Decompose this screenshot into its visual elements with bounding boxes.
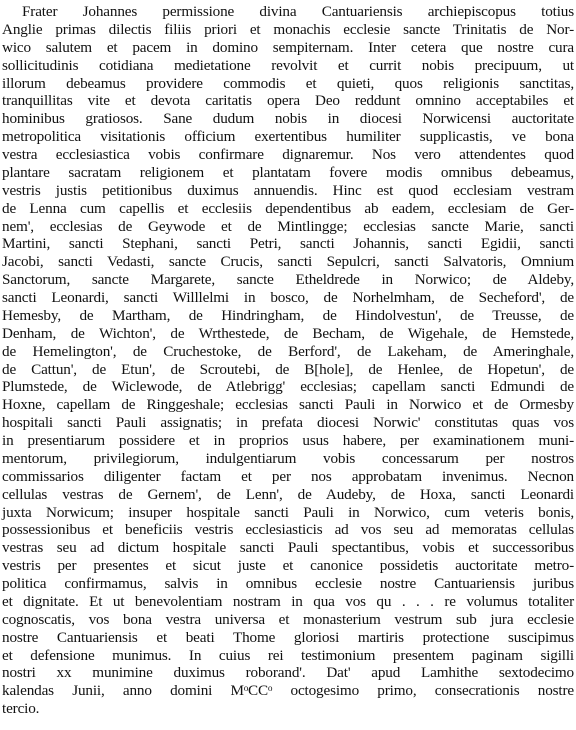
text-line: Sanctorum, sancte Margarete, sancte Etheldrede in Norwico; de Aldeby, xyxy=(2,271,574,289)
text-line: cellulas vestras de Gernem', de Lenn', de Audeby, de Hoxa, sancti Leonardi xyxy=(2,485,574,503)
text-line: in presentiarum possidere et in proprios usus habere, per examinationem muni- xyxy=(2,432,574,449)
text-line: kalendas Junii, anno domini MᵒCCᵒ octogesimo primo, consecrationis nostre xyxy=(2,682,574,700)
text-line: Denham, de Wichton', de Wrthestede, de Becham, de Wigehale, de Hemstede, xyxy=(2,324,574,342)
text-line: vestra ecclesiastica vobis confirmare dignaremur. Nos vero attendentes quod xyxy=(2,146,574,163)
text-line: hospitali sancti Pauli assignatis; in prefata diocesi Norwic' constitutas quas vos xyxy=(2,414,574,432)
text-line: et defensione munimus. In cuius rei testimonium presentem paginam sigilli xyxy=(2,646,574,664)
text-line: de Lenna cum capellis et ecclesiis dependentibus ab eadem, ecclesiam de Ger- xyxy=(2,199,574,217)
text-line: vestris per presentes et sicut juste et canonice possidetis auctoritate metro- xyxy=(2,557,574,575)
text-line: nostri xx munimine duximus roborand'. Dat' apud Lamhithe sextodecimo xyxy=(2,664,574,682)
text-line: Frater Johannes permissione divina Cantuariensis archiepiscopus totius xyxy=(22,3,574,20)
text-line: Martini, sancti Stephani, sancti Petri, sancti Johannis, sancti Egidii, sancti xyxy=(2,235,574,253)
text-line: Jacobi, sancti Vedasti, sancte Crucis, sancti Sepulcri, sancti Salvatoris, Omnium xyxy=(2,253,574,271)
text-line-final: tercio. xyxy=(2,700,40,718)
text-line: de Cattun', de Etun', de Scroutebi, de B[hole], de Henlee, de Hopetun', de xyxy=(2,360,574,378)
text-line: vestras seu ad dictum hospitale sancti Pauli spectantibus, vobis et successoribus xyxy=(2,539,574,557)
text-line: wico salutem et pacem in domino sempiternam. Inter cetera que nostre cura xyxy=(2,38,574,56)
text-line: hominibus gratiosos. Sane dudum nobis in diocesi Norwicensi auctoritate xyxy=(2,110,574,128)
text-line: et dignitate. Et ut benevolentiam nostram in qua vos qu . . . re volumus totaliter xyxy=(2,592,574,610)
text-line: commissarios diligenter factam et per nos approbatam invenimus. Necnon xyxy=(2,467,574,485)
text-line: cognoscatis, vos bona vestra universa et monasterium vestrum sub jura ecclesie xyxy=(2,610,574,628)
text-line: tranquillitas vite et devota caritatis opera Deo reddunt omnino acceptabiles et xyxy=(2,92,574,110)
text-line: Plumstede, de Wiclewode, de Atlebrigg' ecclesias; capellam sancti Edmundi de xyxy=(2,378,574,396)
text-line: illorum debeamus providere commodis et quieti, quos religionis sanctitas, xyxy=(2,74,574,92)
text-line: plantare sacratam religionem et plantatam fovere modis omnibus debeamus, xyxy=(2,163,574,181)
text-line: Hoxne, capellam de Ringgeshale; ecclesias sancti Pauli in Norwico et de Ormesby xyxy=(2,396,574,414)
text-line: vestris justis petitionibus duximus annuendis. Hinc est quod ecclesiam vestram xyxy=(2,181,574,199)
text-line: possessionibus et beneficiis vestris ecclesiasticis ad vos seu ad memoratas cellulas xyxy=(2,521,574,539)
text-line: politica confirmamus, salvis in omnibus ecclesie nostre Cantuariensis juribus xyxy=(2,575,574,592)
text-line: sollicitudinis cotidiana medietatione revolvit et currit nobis precipuum, ut xyxy=(2,56,574,74)
text-line: mentorum, privilegiorum, indulgentiarum vobis concessarum per nostros xyxy=(2,449,574,467)
text-line: de Hemelington', de Cruchestoke, de Berford', de Lakeham, de Ameringhale, xyxy=(2,342,574,360)
text-line: nem', ecclesias de Geywode et de Mintlingge; ecclesias sancte Marie, sancti xyxy=(2,217,574,235)
text-line: juxta Norwicum; insuper hospitale sancti Pauli in Norwico, cum veteris bonis, xyxy=(2,503,574,521)
text-line: nostre Cantuariensis et beati Thome gloriosi martiris protectione suscipimus xyxy=(2,628,574,646)
charter-text xyxy=(2,3,574,718)
text-line: sancti Leonardi, sancti Willlelmi in bosco, de Norhelmham, de Secheford', de xyxy=(2,289,574,306)
text-line: Hemesby, de Martham, de Hindringham, de Hindolvestun', de Treusse, de xyxy=(2,306,574,324)
text-line: metropolitica visitationis officium exertentibus humiliter supplicastis, ve bona xyxy=(2,128,574,146)
text-line: Anglie primas dilectis filiis priori et monachis ecclesie sancte Trinitatis de Nor- xyxy=(2,20,574,38)
